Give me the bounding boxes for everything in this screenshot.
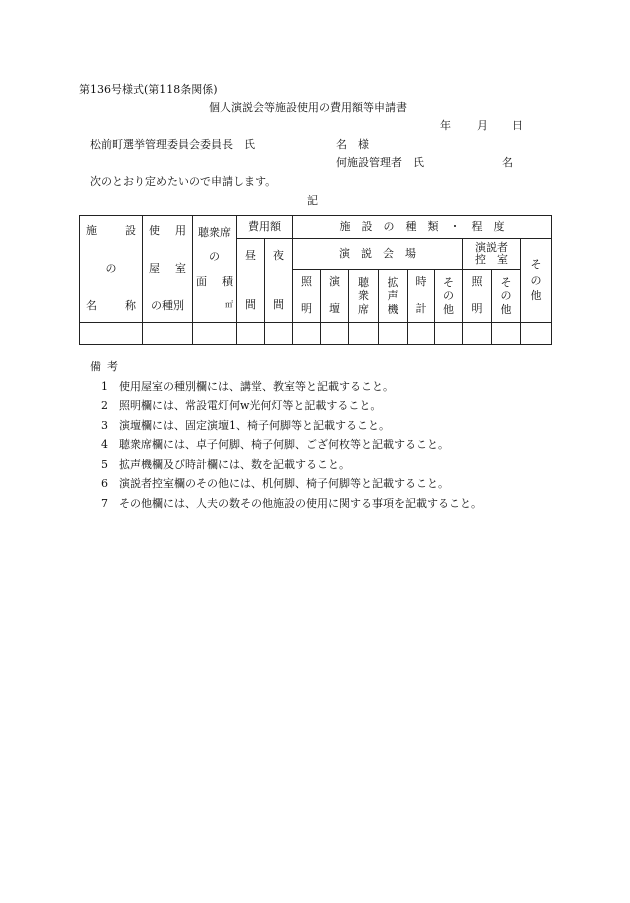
- header-cost: 費用額: [237, 216, 293, 239]
- list-item: 2 照明欄には、常設電灯何w光何灯等と記載すること。: [101, 399, 382, 412]
- header-facility-name: 施 設 の 名 称: [80, 216, 143, 323]
- cell-hall-audience-seats[interactable]: [349, 323, 379, 345]
- header-room-type: 使 用 屋 室 の種別: [143, 216, 193, 323]
- intro-text: 次のとおり定めたいので申請します。: [90, 175, 277, 188]
- cell-hall-loudspeaker[interactable]: [379, 323, 408, 345]
- header-hall-audience-seats: 聴 衆 席: [349, 270, 379, 323]
- header-speech-hall: 演 説 会 場: [293, 239, 463, 270]
- header-speaker-room: 演説者 控 室: [463, 239, 521, 270]
- header-hall-clock: 時 計: [408, 270, 435, 323]
- notes-heading: 備考: [90, 360, 124, 373]
- header-audience-area: 聴衆席 の 面 積 ㎡: [193, 216, 237, 323]
- cell-hall-other[interactable]: [435, 323, 463, 345]
- application-table: [79, 215, 552, 345]
- addressee-suffix: 名 様: [336, 138, 369, 151]
- header-cost-night: 夜 間: [265, 239, 293, 323]
- list-item: 6 演説者控室欄のその他には、机何脚、椅子何脚等と記載すること。: [101, 477, 449, 490]
- cell-hall-lighting[interactable]: [293, 323, 321, 345]
- date-year: 年: [440, 119, 451, 132]
- header-other: そ の 他: [521, 239, 552, 323]
- list-item: 1 使用屋室の種別欄には、講堂、教室等と記載すること。: [101, 379, 394, 393]
- header-hall-other: そ の 他: [435, 270, 463, 323]
- cell-facility-name[interactable]: [80, 323, 143, 345]
- header-hall-lighting: 照 明: [293, 270, 321, 323]
- cell-hall-clock[interactable]: [408, 323, 435, 345]
- list-item: 3 演壇欄には、固定演壇1、椅子何脚等と記載すること。: [101, 418, 390, 432]
- cell-cost-day[interactable]: [237, 323, 265, 345]
- header-facility-kind: 施 設 の 種 類 ・ 程 度: [293, 216, 552, 239]
- header-cost-day: 昼 間: [237, 239, 265, 323]
- applicant: 何施設管理者 氏: [336, 156, 424, 169]
- table-row: [80, 323, 552, 345]
- header-hall-podium: 演 壇: [321, 270, 349, 323]
- document-title: 個人演説会等施設使用の費用額等申請書: [209, 101, 407, 114]
- header-room-lighting: 照 明: [463, 270, 492, 323]
- header-room-other: そ の 他: [492, 270, 521, 323]
- cell-other[interactable]: [521, 323, 552, 345]
- cell-cost-night[interactable]: [265, 323, 293, 345]
- list-item: 7 その他欄には、人夫の数その他施設の使用に関する事項を記載すること。: [101, 496, 482, 510]
- list-item: 4 聴衆席欄には、卓子何脚、椅子何脚、ござ何枚等と記載すること。: [101, 438, 449, 451]
- cell-room-other[interactable]: [492, 323, 521, 345]
- addressee: 松前町選挙管理委員会委員長 氏: [90, 138, 255, 151]
- applicant-suffix: 名: [502, 156, 513, 169]
- date-day: 日: [512, 119, 523, 132]
- header-hall-loudspeaker: 拡 声 機: [379, 270, 408, 323]
- cell-room-type[interactable]: [143, 323, 193, 345]
- cell-room-lighting[interactable]: [463, 323, 492, 345]
- cell-audience-area[interactable]: [193, 323, 237, 345]
- ki-marker: 記: [307, 194, 318, 207]
- cell-hall-podium[interactable]: [321, 323, 349, 345]
- notes-section: [90, 357, 482, 513]
- date-month: 月: [477, 119, 488, 132]
- form-number: 第136号様式(第118条関係): [79, 83, 218, 96]
- list-item: 5 拡声機欄及び時計欄には、数を記載すること。: [101, 457, 350, 471]
